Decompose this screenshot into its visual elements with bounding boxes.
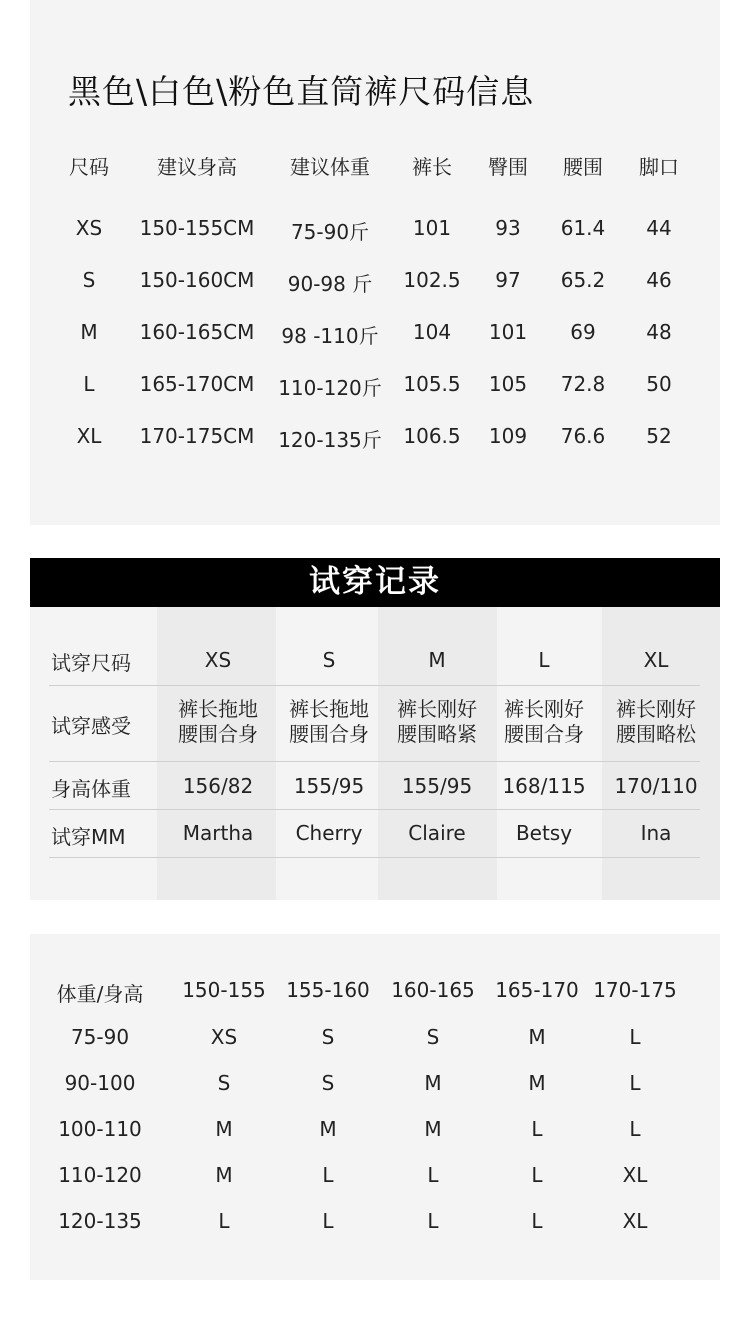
matrix-size-cell: M <box>528 1071 546 1095</box>
table-cell: 160-165CM <box>139 320 255 344</box>
matrix-size-cell: L <box>531 1163 543 1187</box>
table-cell: 110-120斤 <box>278 376 382 400</box>
table-cell: 61.4 <box>560 216 606 240</box>
table-cell: 101 <box>412 216 452 240</box>
matrix-size-cell: M <box>215 1163 233 1187</box>
tryon-banner: 试穿记录 <box>30 558 720 607</box>
table-cell: 150-155CM <box>139 216 255 240</box>
row-label: 身高体重 <box>51 777 131 801</box>
tryon-model-name: Cherry <box>295 821 363 845</box>
table-cell: 98 -110斤 <box>281 324 379 348</box>
row-divider <box>49 809 700 810</box>
table-cell: 105.5 <box>403 372 461 396</box>
table-cell: 46 <box>646 268 672 292</box>
matrix-size-cell: M <box>424 1117 442 1141</box>
table-cell: 52 <box>646 424 672 448</box>
row-label: 试穿尺码 <box>51 651 131 675</box>
table-cell: 75-90斤 <box>290 220 370 244</box>
tryon-feel-length: 裤长刚好 <box>397 697 477 721</box>
table-cell: 72.8 <box>560 372 606 396</box>
size-label: S <box>82 268 96 292</box>
matrix-size-cell: XL <box>622 1209 648 1233</box>
table-cell: 44 <box>646 216 672 240</box>
tryon-size: M <box>428 648 446 672</box>
table-cell: 101 <box>488 320 528 344</box>
matrix-size-cell: S <box>321 1071 335 1095</box>
table-cell: 102.5 <box>403 268 461 292</box>
table-cell: 69 <box>570 320 596 344</box>
matrix-height-header: 160-165 <box>391 978 475 1002</box>
column-header: 脚口 <box>639 155 679 179</box>
column-header: 臀围 <box>488 155 528 179</box>
column-header: 裤长 <box>412 155 452 179</box>
table-cell: 48 <box>646 320 672 344</box>
matrix-size-cell: L <box>531 1209 543 1233</box>
tryon-size: XS <box>204 648 232 672</box>
matrix-weight-label: 110-120 <box>58 1163 142 1187</box>
tryon-feel-waist: 腰围合身 <box>504 722 584 746</box>
matrix-size-cell: M <box>528 1025 546 1049</box>
row-label: 试穿感受 <box>51 714 131 738</box>
tryon-feel-waist: 腰围略紧 <box>397 722 477 746</box>
matrix-weight-label: 90-100 <box>64 1071 136 1095</box>
table-cell: 105 <box>488 372 528 396</box>
matrix-size-cell: M <box>319 1117 337 1141</box>
tryon-feel-length: 裤长刚好 <box>616 697 696 721</box>
matrix-size-cell: L <box>427 1209 439 1233</box>
column-header: 建议身高 <box>157 155 237 179</box>
table-cell: 150-160CM <box>139 268 255 292</box>
tryon-table <box>30 607 720 900</box>
tryon-feel-waist: 腰围合身 <box>178 722 258 746</box>
matrix-size-cell: L <box>531 1117 543 1141</box>
tryon-model-name: Betsy <box>515 821 573 845</box>
tryon-height-weight: 168/115 <box>502 774 586 798</box>
matrix-height-header: 150-155 <box>182 978 266 1002</box>
tryon-height-weight: 155/95 <box>293 774 365 798</box>
matrix-height-header: 165-170 <box>495 978 579 1002</box>
tryon-feel-waist: 腰围合身 <box>289 722 369 746</box>
tryon-size: S <box>322 648 336 672</box>
matrix-size-cell: M <box>215 1117 233 1141</box>
table-cell: 93 <box>495 216 521 240</box>
matrix-size-cell: L <box>322 1209 334 1233</box>
matrix-size-cell: L <box>322 1163 334 1187</box>
table-cell: 109 <box>488 424 528 448</box>
table-cell: 97 <box>495 268 521 292</box>
matrix-height-header: 155-160 <box>286 978 370 1002</box>
tryon-height-weight: 170/110 <box>614 774 698 798</box>
matrix-size-cell: L <box>218 1209 230 1233</box>
row-divider <box>49 857 700 858</box>
row-label: 试穿MM <box>51 825 126 849</box>
tryon-size: L <box>538 648 550 672</box>
matrix-size-cell: L <box>629 1117 641 1141</box>
matrix-size-cell: S <box>426 1025 440 1049</box>
table-cell: 106.5 <box>403 424 461 448</box>
matrix-size-cell: L <box>629 1025 641 1049</box>
tryon-height-weight: 155/95 <box>401 774 473 798</box>
matrix-weight-label: 100-110 <box>58 1117 142 1141</box>
matrix-size-cell: XL <box>622 1163 648 1187</box>
matrix-size-cell: M <box>424 1071 442 1095</box>
tryon-height-weight: 156/82 <box>182 774 254 798</box>
table-cell: 50 <box>646 372 672 396</box>
tryon-model-name: Ina <box>640 821 672 845</box>
tryon-feel-length: 裤长拖地 <box>178 697 258 721</box>
tryon-feel-waist: 腰围略松 <box>616 722 696 746</box>
matrix-size-cell: L <box>629 1071 641 1095</box>
size-label: L <box>83 372 95 396</box>
tryon-feel-length: 裤长拖地 <box>289 697 369 721</box>
size-label: XL <box>76 424 102 448</box>
column-header: 建议体重 <box>290 155 370 179</box>
column-header: 腰围 <box>563 155 603 179</box>
table-cell: 170-175CM <box>139 424 255 448</box>
table-cell: 104 <box>412 320 452 344</box>
matrix-corner-label: 体重/身高 <box>56 982 144 1006</box>
tryon-size: XL <box>643 648 669 672</box>
tryon-model-name: Martha <box>182 821 254 845</box>
size-chart-title: 黑色\白色\粉色直筒裤尺码信息 <box>68 72 535 111</box>
size-chart-panel <box>30 0 720 525</box>
size-matrix-panel <box>30 934 720 1280</box>
size-label: M <box>80 320 98 344</box>
row-divider <box>49 761 700 762</box>
matrix-height-header: 170-175 <box>593 978 677 1002</box>
tryon-feel-length: 裤长刚好 <box>504 697 584 721</box>
row-divider <box>49 685 700 686</box>
size-label: XS <box>75 216 103 240</box>
matrix-size-cell: XS <box>210 1025 238 1049</box>
table-cell: 76.6 <box>560 424 606 448</box>
table-cell: 120-135斤 <box>278 428 382 452</box>
matrix-size-cell: S <box>321 1025 335 1049</box>
tryon-panel <box>30 607 720 900</box>
table-cell: 65.2 <box>560 268 606 292</box>
tryon-model-name: Claire <box>408 821 466 845</box>
table-cell: 90-98 斤 <box>287 272 373 296</box>
matrix-size-cell: L <box>427 1163 439 1187</box>
matrix-weight-label: 75-90 <box>70 1025 130 1049</box>
table-cell: 165-170CM <box>139 372 255 396</box>
matrix-size-cell: S <box>217 1071 231 1095</box>
matrix-weight-label: 120-135 <box>58 1209 142 1233</box>
column-header: 尺码 <box>69 155 109 179</box>
